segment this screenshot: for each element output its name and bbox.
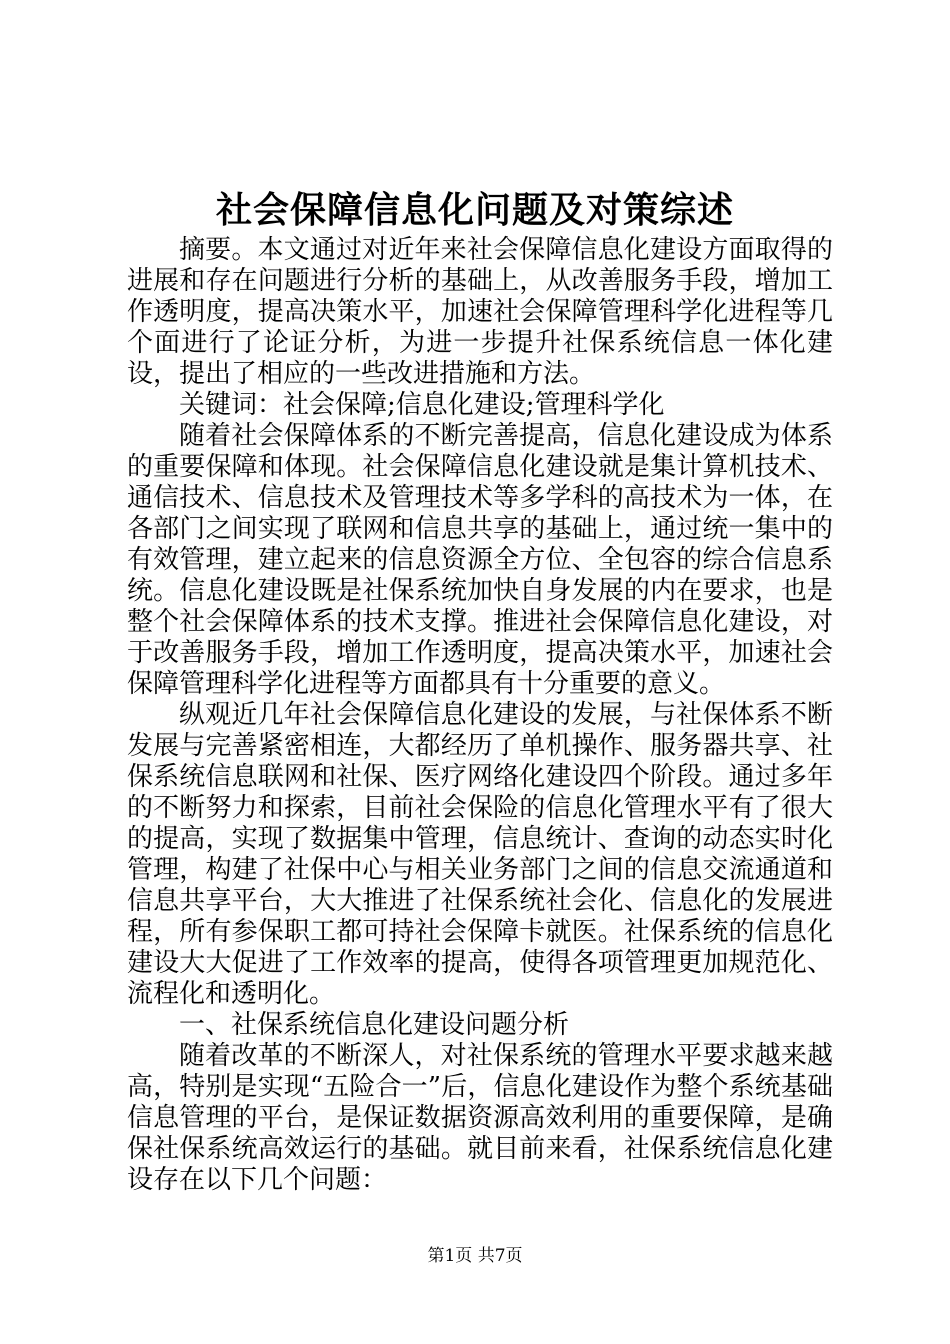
section-heading: 一、社保系统信息化建设问题分析 xyxy=(179,1010,570,1040)
keywords-paragraph: 关键词：社会保障;信息化建设;管理科学化 xyxy=(179,390,665,420)
page-footer: 第1页 共7页 xyxy=(427,1246,523,1266)
page-title: 社会保障信息化问题及对策综述 xyxy=(215,189,734,231)
body-paragraph: 随着改革的不断深人，对社保系统的管理水平要求越来越高，特别是实现“五险合一”后，信息化建设作为整个系统基础信息管理的平台，是保证数据资源高效利用的重要保障，是确保社保系统高效运行的基础。就目前来看，社保系统信息化建设存在以下几个问题： xyxy=(127,1041,833,1195)
abstract-paragraph: 摘要。本文通过对近年来社会保障信息化建设方面取得的进展和存在问题进行分析的基础上，从改善服务手段，增加工作透明度，提高决策水平，加速社会保障管理科学化进程等几个面进行了论证分析，为进一步提升社保系统信息一体化建设，提出了相应的一些改进措施和方法。 xyxy=(127,235,833,389)
body-paragraph: 随着社会保障体系的不断完善提高，信息化建设成为体系的重要保障和体现。社会保障信息化建设就是集计算机技术、通信技术、信息技术及管理技术等多学科的高技术为一体，在各部门之间实现了联网和信息共享的基础上，通过统一集中的有效管理，建立起来的信息资源全方位、全包容的综合信息系统。信息化建设既是社保系统加快自身发展的内在要求，也是整个社会保障体系的技术支撑。推进社会保障信息化建设，对于改善服务手段，增加工作透明度，提高决策水平，加速社会保障管理科学化进程等方面都具有十分重要的意义。 xyxy=(127,421,833,699)
body-paragraph: 纵观近几年社会保障信息化建设的发展，与社保体系不断发展与完善紧密相连，大都经历了单机操作、服务器共享、社保系统信息联网和社保、医疗网络化建设四个阶段。通过多年的不断努力和探索，目前社会保险的信息化管理水平有了很大的提高，实现了数据集中管理，信息统计、查询的动态实时化管理，构建了社保中心与相关业务部门之间的信息交流通道和信息共享平台，大大推进了社保系统社会化、信息化的发展进程，所有参保职工都可持社会保障卡就医。社保系统的信息化建设大大促进了工作效率的提高，使得各项管理更加规范化、流程化和透明化。 xyxy=(127,700,833,1009)
document-body xyxy=(127,235,833,1196)
